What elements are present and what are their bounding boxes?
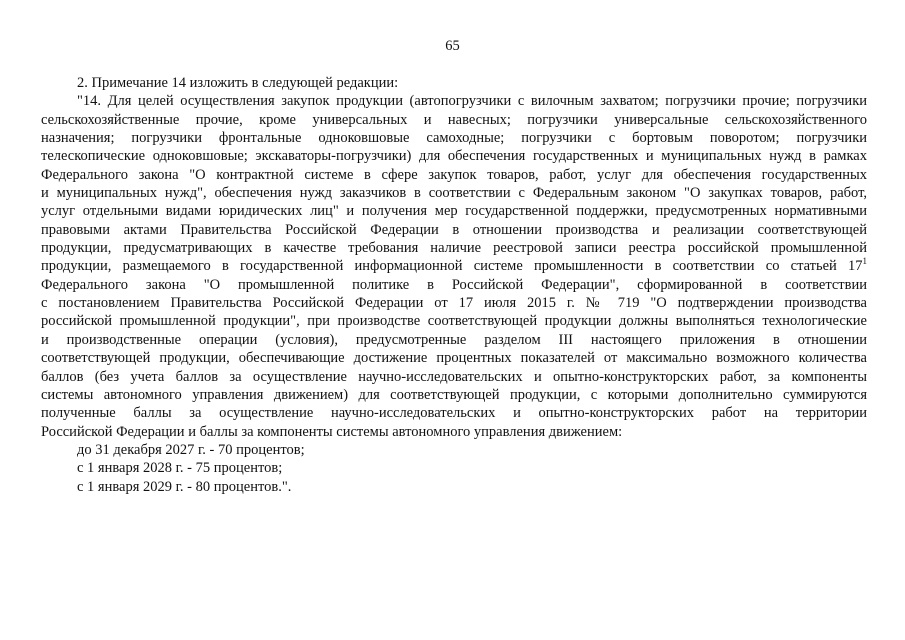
- schedule-item-2028: с 1 января 2028 г. - 75 процентов;: [77, 460, 283, 477]
- note-line-2: сельскохозяйственные прочие, кроме универсальных и навесных; погрузчики универсальные сельскохозяйственного: [41, 111, 867, 128]
- note-line-16: баллов (без учета баллов за осуществление научно-исследовательских и опытно-конструкторских работ, за компоненты: [41, 368, 867, 385]
- note-line-6: и муниципальных нужд", обеспечения нужд заказчиков в соответствии с Федеральным законом "О закупках товаров, работ,: [41, 185, 867, 202]
- note-line-18: полученные баллы за осуществление научно-исследовательских и опытно-конструкторских работ на территории: [41, 405, 867, 422]
- document-body: [41, 74, 867, 496]
- note-line-13: российской промышленной продукции", при производстве соответствующей продукции должны выполняться технологические: [41, 313, 867, 330]
- note-line-11: Федерального закона "О промышленной политике в Российской Федерации", сформированной в соответствии: [41, 276, 867, 293]
- note-line-7: услуг отдельными видами юридических лиц" и получения мер государственной поддержки, предусмотренных нормативными: [41, 203, 867, 220]
- note-line-15: соответствующей продукции, обеспечивающие достижение процентных показателей от максимально возможного количества: [41, 350, 867, 367]
- schedule-item-2027: до 31 декабря 2027 г. - 70 процентов;: [77, 441, 305, 458]
- note-line-9: продукции, предусматривающих в качестве требования наличие реестровой записи реестра российской промышленной: [41, 240, 867, 257]
- note-line-17: системы автономного управления движением) для соответствующей продукции, с которыми дополнительно суммируются: [41, 386, 867, 403]
- article-superscript: 1: [862, 256, 867, 267]
- note-line-4: телескопические одноковшовые; экскаваторы-погрузчики) для обеспечения государственных и муниципальных нужд в рамках: [41, 148, 867, 165]
- note-line-8: правовыми актами Правительства Российской Федерации в отношении производства и реализации соответствующей: [41, 221, 867, 238]
- note-line-14: и производственные операции (условия), предусмотренные разделом III настоящего приложения в отношении: [41, 331, 867, 348]
- schedule-item-2029: с 1 января 2029 г. - 80 процентов.".: [77, 478, 292, 495]
- note-line-3: назначения; погрузчики фронтальные одноковшовые самоходные; погрузчики с бортовым поворотом; погрузчики: [41, 130, 867, 147]
- note-line-19: Российской Федерации и баллы за компоненты системы автономного управления движением:: [41, 423, 623, 440]
- page-number: 65: [445, 38, 460, 54]
- note-line-10: [41, 257, 867, 275]
- note-line-5: Федерального закона "О контрактной системе в сфере закупок товаров, работ, услуг для обеспечения государственных: [41, 166, 867, 183]
- note-line-12: с постановлением Правительства Российской Федерации от 17 июля 2015 г. № 719 "О подтверждении производства: [41, 295, 867, 312]
- note-line-10-text: продукции, размещаемого в государственной информационной системе промышленности в соответствии со статьей 17: [41, 258, 863, 275]
- intro-paragraph: 2. Примечание 14 изложить в следующей редакции:: [77, 75, 399, 91]
- note-line-1: "14. Для целей осуществления закупок продукции (автопогрузчики с вилочным захватом; погрузчики прочие; погрузчики: [77, 93, 867, 110]
